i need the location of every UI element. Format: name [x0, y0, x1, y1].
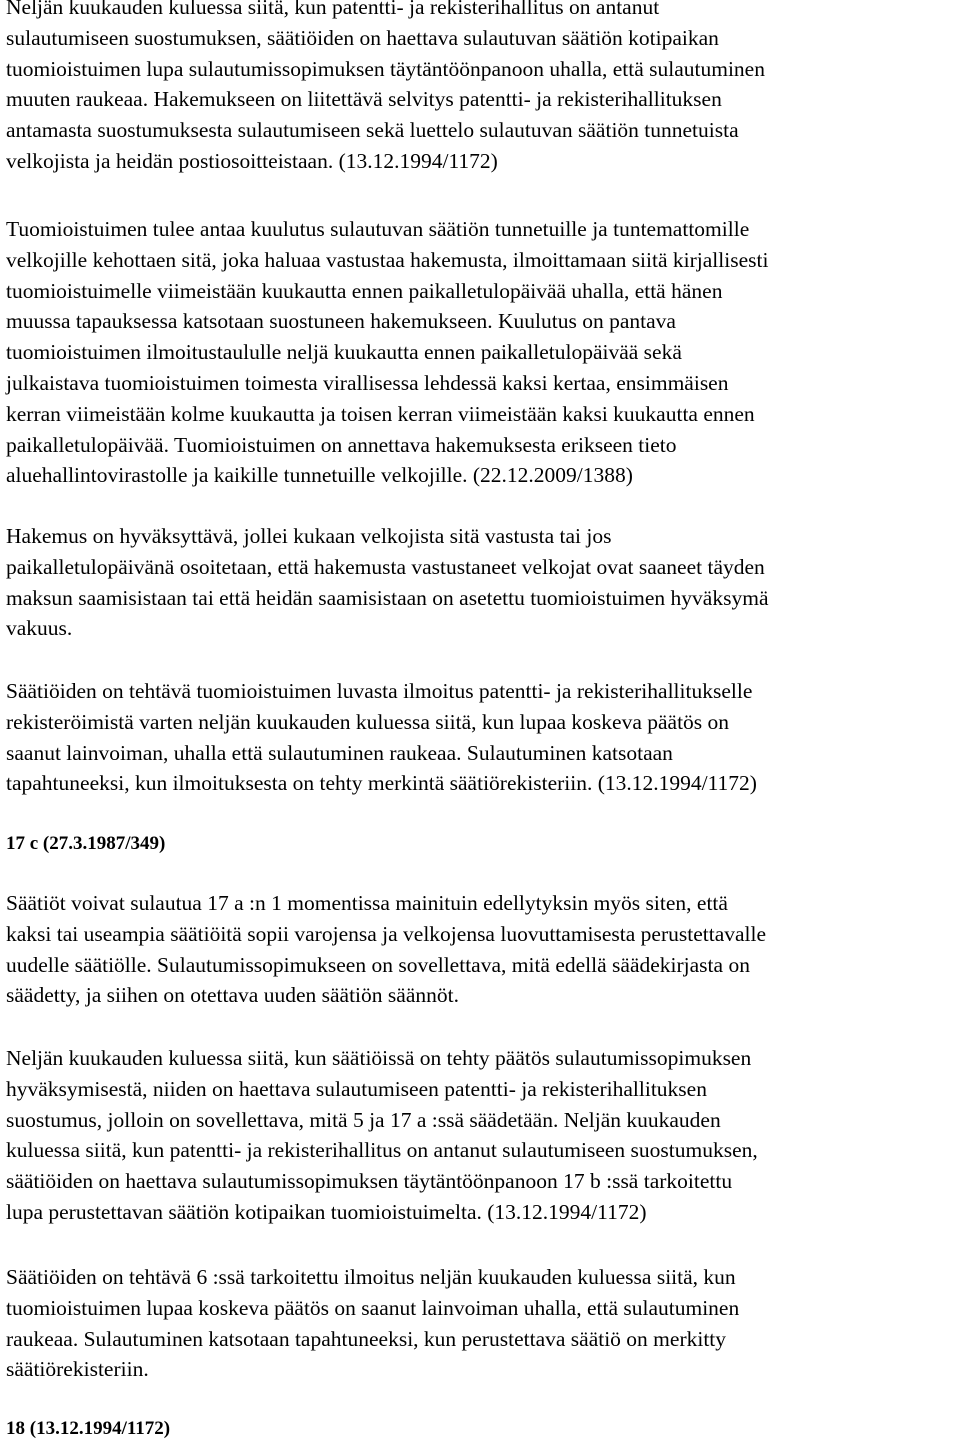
text-line: velkojille kehottaen sitä, joka haluaa vastustaa hakemusta, ilmoittamaan siitä kirjallisesti: [6, 247, 769, 272]
text-line: Neljän kuukauden kuluessa siitä, kun säätiöissä on tehty päätös sulautumissopimuksen: [6, 1046, 752, 1070]
text-line: tuomioistuimen ilmoitustaululle neljä kuukautta ennen paikalletulopäivää sekä: [6, 340, 682, 365]
text-line: velkojista ja heidän postiosoitteistaan. (13.12.1994/1172): [6, 148, 498, 173]
text-line: Säätiöiden on tehtävä 6 :ssä tarkoitettu ilmoitus neljän kuukauden kuluessa siitä, kun: [6, 1265, 736, 1289]
paragraph-4: [6, 676, 956, 799]
text-line: Tuomioistuimen tulee antaa kuulutus sulautuvan säätiön tunnetuille ja tuntemattomille: [6, 217, 750, 241]
text-line: muussa tapauksessa katsotaan suostuneen hakemukseen. Kuulutus on pantava: [6, 309, 676, 334]
text-line: Säätiöiden on tehtävä tuomioistuimen luvasta ilmoitus patentti- ja rekisterihallitukselle: [6, 679, 753, 703]
text-line: raukeaa. Sulautuminen katsotaan tapahtuneeksi, kun perustettava säätiö on merkitty: [6, 1326, 727, 1351]
text-line: paikalletulopäivänä osoitetaan, että hakemusta vastustaneet velkojat ovat saaneet täyden: [6, 554, 765, 579]
text-line: uudelle säätiölle. Sulautumissopimukseen on sovellettava, mitä edellä säädekirjasta on: [6, 952, 750, 977]
text-line: tuomioistuimen lupa sulautumissopimuksen täytäntöönpanoon uhalla, että sulautuminen: [6, 56, 765, 81]
text-line: säädetty, ja siihen on otettava uuden säätiön säännöt.: [6, 983, 459, 1008]
text-line: kaksi tai useampia säätiöitä sopii varojensa ja velkojensa luovuttamisesta perustettavalle: [6, 921, 767, 946]
section-heading-18: [6, 1414, 956, 1445]
text-line: tuomioistuimelle viimeistään kuukautta ennen paikalletulopäivää uhalla, että hänen: [6, 278, 723, 303]
section-heading-text: 17 c (27.3.1987/349): [6, 833, 166, 854]
text-line: kerran viimeistään kolme kuukautta ja toisen kerran viimeistään kaksi kuukautta ennen: [6, 401, 755, 426]
paragraph-2: [6, 214, 956, 491]
paragraph-1: [6, 0, 956, 177]
paragraph-3: [6, 521, 956, 644]
text-line: julkaistava tuomioistuimen toimesta virallisessa lehdessä kaksi kertaa, ensimmäisen: [6, 370, 729, 395]
paragraph-5: [6, 888, 956, 1011]
text-line: kuluessa siitä, kun patentti- ja rekisterihallitus on antanut sulautumiseen suostumuksen,: [6, 1138, 758, 1163]
text-line: sulautumiseen suostumuksen, säätiöiden on haettava sulautuvan säätiön kotipaikan: [6, 25, 719, 50]
paragraph-6: [6, 1043, 956, 1228]
text-line: antamasta suostumuksesta sulautumiseen sekä luettelo sulautuvan säätiön tunnetuista: [6, 118, 739, 143]
text-line: Neljän kuukauden kuluessa siitä, kun patentti- ja rekisterihallitus on antanut: [6, 0, 660, 19]
text-line: säätiöiden on haettava sulautumissopimuksen täytäntöönpanoon 17 b :ssä tarkoitettu: [6, 1169, 733, 1194]
text-line: maksun saamisistaan tai että heidän saamisistaan on asetettu tuomioistuimen hyväksymä: [6, 585, 769, 610]
section-heading-text: 18 (13.12.1994/1172): [6, 1418, 171, 1439]
text-line: lupa perustettavan säätiön kotipaikan tuomioistuimelta. (13.12.1994/1172): [6, 1199, 647, 1224]
text-line: paikalletulopäivää. Tuomioistuimen on annettava hakemuksesta erikseen tieto: [6, 432, 677, 457]
text-line: säätiörekisteriin.: [6, 1357, 149, 1382]
text-line: tuomioistuimen lupaa koskeva päätös on saanut lainvoiman uhalla, että sulautuminen: [6, 1295, 740, 1320]
text-line: muuten raukeaa. Hakemukseen on liitettävä selvitys patentti- ja rekisterihallituksen: [6, 87, 722, 112]
text-line: Säätiöt voivat sulautua 17 a :n 1 momentissa mainituin edellytyksin myös siten, että: [6, 891, 728, 915]
text-line: rekisteröimistä varten neljän kuukauden kuluessa siitä, kun lupaa koskeva päätös on: [6, 709, 730, 734]
text-line: hyväksymisestä, niiden on haettava sulautumiseen patentti- ja rekisterihallituksen: [6, 1076, 707, 1101]
paragraph-7: [6, 1262, 956, 1385]
section-heading-17c: [6, 829, 956, 860]
text-line: vakuus.: [6, 616, 73, 641]
text-line: aluehallintovirastolle ja kaikille tunnetuille velkojille. (22.12.2009/1388): [6, 463, 633, 488]
text-line: suostumus, jolloin on sovellettava, mitä 5 ja 17 a :ssä säädetään. Neljän kuukauden: [6, 1107, 721, 1132]
text-line: tapahtuneeksi, kun ilmoituksesta on tehty merkintä säätiörekisteriin. (13.12.1994/1172): [6, 771, 757, 796]
text-line: Hakemus on hyväksyttävä, jollei kukaan velkojista sitä vastusta tai jos: [6, 524, 612, 548]
text-line: saanut lainvoiman, uhalla että sulautuminen raukeaa. Sulautuminen katsotaan: [6, 740, 673, 765]
